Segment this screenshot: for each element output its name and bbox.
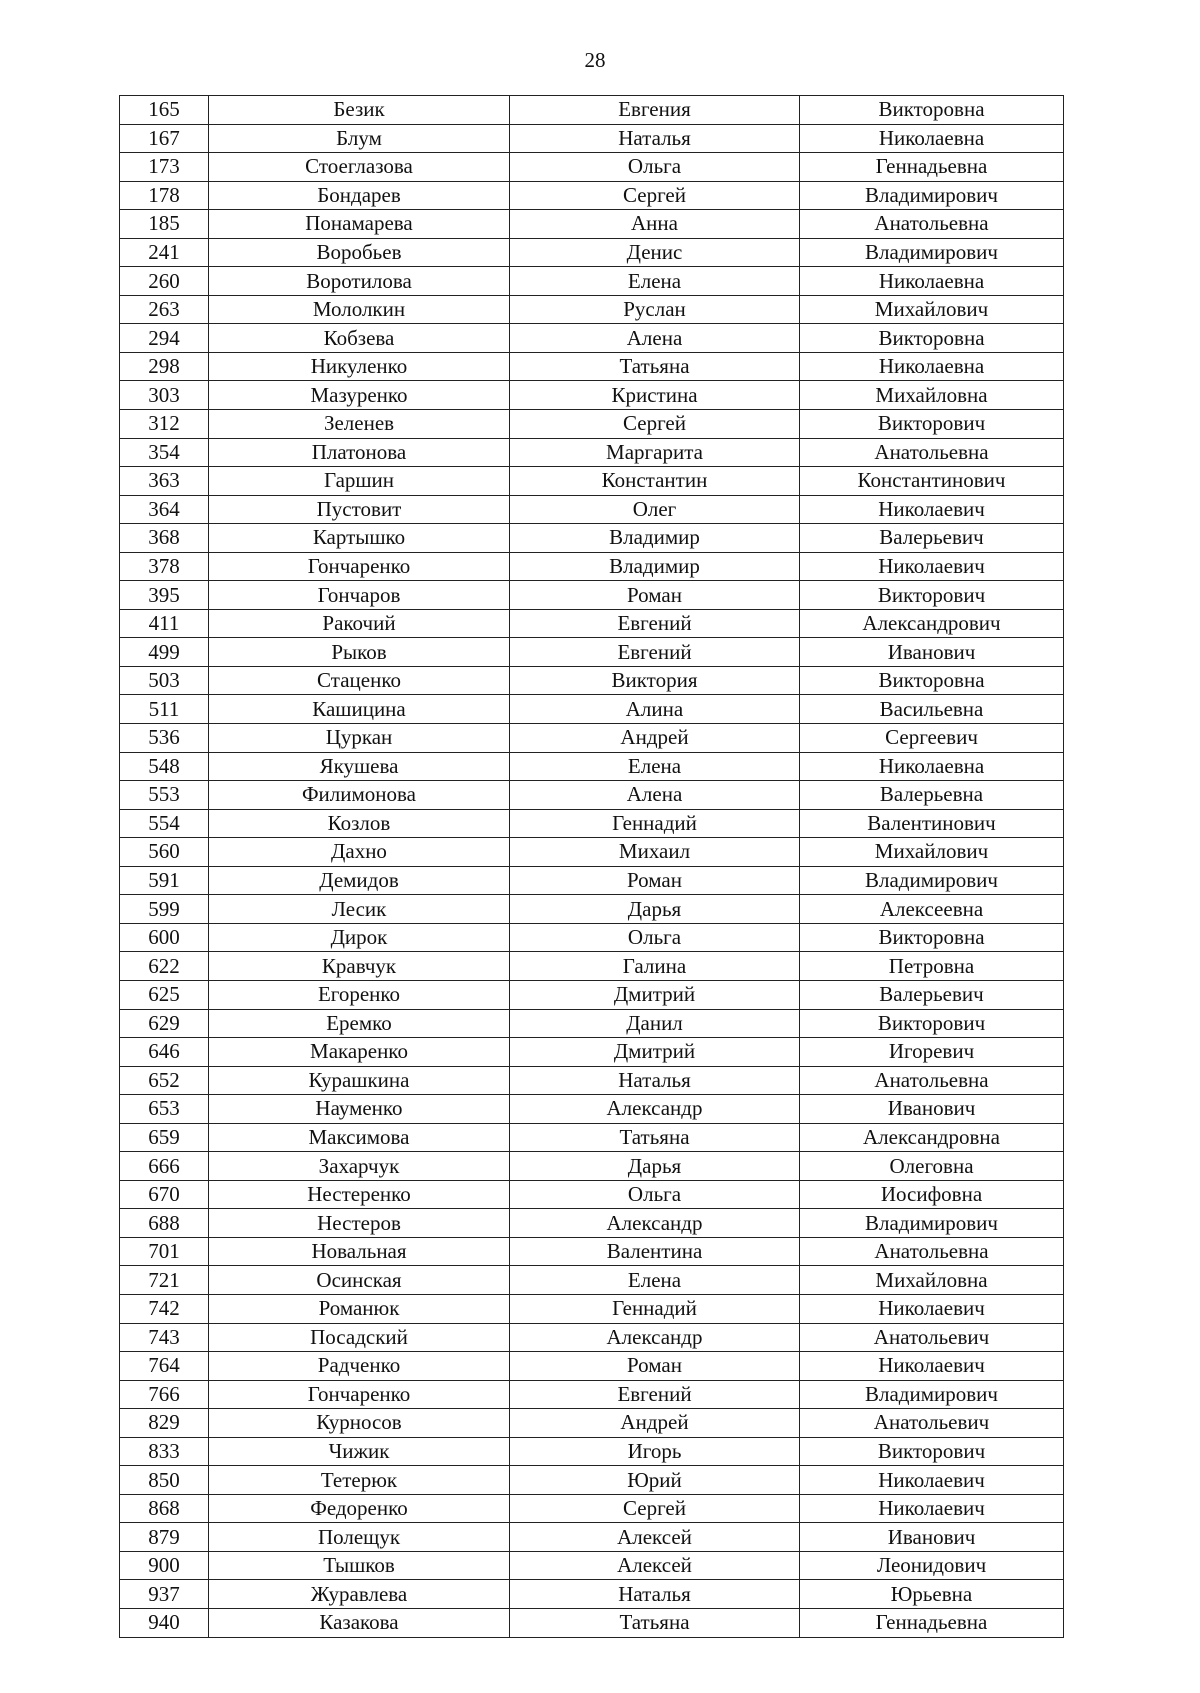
table-row bbox=[120, 124, 1064, 153]
first-name-cell: Татьяна bbox=[510, 1608, 800, 1637]
table-row bbox=[120, 809, 1064, 838]
table-row bbox=[120, 1123, 1064, 1152]
table-row bbox=[120, 552, 1064, 581]
patronymic-cell: Николаевич bbox=[800, 1352, 1064, 1381]
surname-cell: Тышков bbox=[209, 1551, 510, 1580]
row-number-cell: 173 bbox=[120, 153, 209, 182]
surname-cell: Тетерюк bbox=[209, 1466, 510, 1495]
row-number-cell: 548 bbox=[120, 752, 209, 781]
table-row bbox=[120, 1294, 1064, 1323]
table-row bbox=[120, 267, 1064, 296]
row-number-cell: 499 bbox=[120, 638, 209, 667]
patronymic-cell: Николаевич bbox=[800, 1294, 1064, 1323]
surname-cell: Мазуренко bbox=[209, 381, 510, 410]
first-name-cell: Данил bbox=[510, 1009, 800, 1038]
surname-cell: Дирок bbox=[209, 923, 510, 952]
patronymic-cell: Николаевна bbox=[800, 124, 1064, 153]
patronymic-cell: Викторович bbox=[800, 581, 1064, 610]
table-row bbox=[120, 352, 1064, 381]
first-name-cell: Евгений bbox=[510, 1380, 800, 1409]
patronymic-cell: Владимирович bbox=[800, 1209, 1064, 1238]
row-number-cell: 646 bbox=[120, 1038, 209, 1067]
first-name-cell: Кристина bbox=[510, 381, 800, 410]
patronymic-cell: Геннадьевна bbox=[800, 1608, 1064, 1637]
patronymic-cell: Валерьевич bbox=[800, 980, 1064, 1009]
first-name-cell: Роман bbox=[510, 1352, 800, 1381]
row-number-cell: 503 bbox=[120, 666, 209, 695]
surname-cell: Никуленко bbox=[209, 352, 510, 381]
row-number-cell: 536 bbox=[120, 724, 209, 753]
surname-cell: Воротилова bbox=[209, 267, 510, 296]
registry-table-body bbox=[120, 96, 1064, 1638]
first-name-cell: Ольга bbox=[510, 923, 800, 952]
table-row bbox=[120, 1095, 1064, 1124]
surname-cell: Максимова bbox=[209, 1123, 510, 1152]
patronymic-cell: Иванович bbox=[800, 638, 1064, 667]
patronymic-cell: Юрьевна bbox=[800, 1580, 1064, 1609]
first-name-cell: Дмитрий bbox=[510, 980, 800, 1009]
table-row bbox=[120, 467, 1064, 496]
row-number-cell: 688 bbox=[120, 1209, 209, 1238]
table-row bbox=[120, 324, 1064, 353]
surname-cell: Егоренко bbox=[209, 980, 510, 1009]
table-row bbox=[120, 1209, 1064, 1238]
patronymic-cell: Михайловна bbox=[800, 1266, 1064, 1295]
first-name-cell: Юрий bbox=[510, 1466, 800, 1495]
table-row bbox=[120, 952, 1064, 981]
patronymic-cell: Иванович bbox=[800, 1095, 1064, 1124]
table-row bbox=[120, 838, 1064, 867]
patronymic-cell: Геннадьевна bbox=[800, 153, 1064, 182]
row-number-cell: 298 bbox=[120, 352, 209, 381]
patronymic-cell: Леонидович bbox=[800, 1551, 1064, 1580]
row-number-cell: 294 bbox=[120, 324, 209, 353]
row-number-cell: 670 bbox=[120, 1180, 209, 1209]
table-row bbox=[120, 96, 1064, 125]
surname-cell: Платонова bbox=[209, 438, 510, 467]
first-name-cell: Александр bbox=[510, 1323, 800, 1352]
surname-cell: Стаценко bbox=[209, 666, 510, 695]
first-name-cell: Маргарита bbox=[510, 438, 800, 467]
row-number-cell: 666 bbox=[120, 1152, 209, 1181]
surname-cell: Журавлева bbox=[209, 1580, 510, 1609]
row-number-cell: 937 bbox=[120, 1580, 209, 1609]
first-name-cell: Наталья bbox=[510, 1580, 800, 1609]
table-row bbox=[120, 781, 1064, 810]
row-number-cell: 600 bbox=[120, 923, 209, 952]
row-number-cell: 766 bbox=[120, 1380, 209, 1409]
row-number-cell: 591 bbox=[120, 866, 209, 895]
first-name-cell: Сергей bbox=[510, 1494, 800, 1523]
patronymic-cell: Николаевна bbox=[800, 267, 1064, 296]
table-row bbox=[120, 1608, 1064, 1637]
first-name-cell: Галина bbox=[510, 952, 800, 981]
row-number-cell: 879 bbox=[120, 1523, 209, 1552]
surname-cell: Филимонова bbox=[209, 781, 510, 810]
first-name-cell: Евгений bbox=[510, 638, 800, 667]
surname-cell: Макаренко bbox=[209, 1038, 510, 1067]
surname-cell: Бондарев bbox=[209, 181, 510, 210]
surname-cell: Козлов bbox=[209, 809, 510, 838]
surname-cell: Демидов bbox=[209, 866, 510, 895]
table-row bbox=[120, 695, 1064, 724]
table-row bbox=[120, 980, 1064, 1009]
patronymic-cell: Михайлович bbox=[800, 295, 1064, 324]
row-number-cell: 622 bbox=[120, 952, 209, 981]
first-name-cell: Александр bbox=[510, 1209, 800, 1238]
patronymic-cell: Анатольевна bbox=[800, 1066, 1064, 1095]
table-row bbox=[120, 1237, 1064, 1266]
table-row bbox=[120, 381, 1064, 410]
table-row bbox=[120, 1494, 1064, 1523]
row-number-cell: 354 bbox=[120, 438, 209, 467]
patronymic-cell: Игоревич bbox=[800, 1038, 1064, 1067]
row-number-cell: 167 bbox=[120, 124, 209, 153]
table-row bbox=[120, 1551, 1064, 1580]
first-name-cell: Владимир bbox=[510, 524, 800, 553]
surname-cell: Курашкина bbox=[209, 1066, 510, 1095]
first-name-cell: Роман bbox=[510, 581, 800, 610]
first-name-cell: Константин bbox=[510, 467, 800, 496]
first-name-cell: Алексей bbox=[510, 1551, 800, 1580]
first-name-cell: Руслан bbox=[510, 295, 800, 324]
surname-cell: Чижик bbox=[209, 1437, 510, 1466]
row-number-cell: 900 bbox=[120, 1551, 209, 1580]
table-row bbox=[120, 1009, 1064, 1038]
surname-cell: Якушева bbox=[209, 752, 510, 781]
table-row bbox=[120, 438, 1064, 467]
surname-cell: Захарчук bbox=[209, 1152, 510, 1181]
first-name-cell: Владимир bbox=[510, 552, 800, 581]
row-number-cell: 850 bbox=[120, 1466, 209, 1495]
table-row bbox=[120, 295, 1064, 324]
surname-cell: Ракочий bbox=[209, 609, 510, 638]
surname-cell: Безик bbox=[209, 96, 510, 125]
table-row bbox=[120, 1066, 1064, 1095]
row-number-cell: 764 bbox=[120, 1352, 209, 1381]
first-name-cell: Олег bbox=[510, 495, 800, 524]
table-row bbox=[120, 866, 1064, 895]
surname-cell: Гончаренко bbox=[209, 1380, 510, 1409]
row-number-cell: 312 bbox=[120, 410, 209, 439]
first-name-cell: Александр bbox=[510, 1095, 800, 1124]
row-number-cell: 511 bbox=[120, 695, 209, 724]
first-name-cell: Наталья bbox=[510, 1066, 800, 1095]
first-name-cell: Ольга bbox=[510, 153, 800, 182]
patronymic-cell: Васильевна bbox=[800, 695, 1064, 724]
first-name-cell: Валентина bbox=[510, 1237, 800, 1266]
first-name-cell: Дарья bbox=[510, 895, 800, 924]
row-number-cell: 395 bbox=[120, 581, 209, 610]
row-number-cell: 599 bbox=[120, 895, 209, 924]
surname-cell: Кашицина bbox=[209, 695, 510, 724]
surname-cell: Гончаров bbox=[209, 581, 510, 610]
surname-cell: Еремко bbox=[209, 1009, 510, 1038]
patronymic-cell: Николаевна bbox=[800, 752, 1064, 781]
first-name-cell: Анна bbox=[510, 210, 800, 239]
row-number-cell: 625 bbox=[120, 980, 209, 1009]
row-number-cell: 368 bbox=[120, 524, 209, 553]
surname-cell: Романюк bbox=[209, 1294, 510, 1323]
surname-cell: Пустовит bbox=[209, 495, 510, 524]
surname-cell: Гаршин bbox=[209, 467, 510, 496]
patronymic-cell: Николаевич bbox=[800, 1466, 1064, 1495]
surname-cell: Полещук bbox=[209, 1523, 510, 1552]
patronymic-cell: Викторовна bbox=[800, 666, 1064, 695]
table-row bbox=[120, 410, 1064, 439]
table-row bbox=[120, 895, 1064, 924]
first-name-cell: Татьяна bbox=[510, 1123, 800, 1152]
table-row bbox=[120, 1523, 1064, 1552]
first-name-cell: Сергей bbox=[510, 181, 800, 210]
surname-cell: Новальная bbox=[209, 1237, 510, 1266]
first-name-cell: Сергей bbox=[510, 410, 800, 439]
patronymic-cell: Константинович bbox=[800, 467, 1064, 496]
surname-cell: Радченко bbox=[209, 1352, 510, 1381]
first-name-cell: Виктория bbox=[510, 666, 800, 695]
patronymic-cell: Викторовна bbox=[800, 923, 1064, 952]
table-row bbox=[120, 495, 1064, 524]
patronymic-cell: Владимирович bbox=[800, 181, 1064, 210]
registry-table bbox=[119, 95, 1064, 1638]
row-number-cell: 560 bbox=[120, 838, 209, 867]
table-row bbox=[120, 1266, 1064, 1295]
surname-cell: Мололкин bbox=[209, 295, 510, 324]
table-row bbox=[120, 1409, 1064, 1438]
first-name-cell: Татьяна bbox=[510, 352, 800, 381]
first-name-cell: Андрей bbox=[510, 724, 800, 753]
surname-cell: Кравчук bbox=[209, 952, 510, 981]
first-name-cell: Алина bbox=[510, 695, 800, 724]
patronymic-cell: Анатольевна bbox=[800, 438, 1064, 467]
first-name-cell: Игорь bbox=[510, 1437, 800, 1466]
surname-cell: Осинская bbox=[209, 1266, 510, 1295]
row-number-cell: 652 bbox=[120, 1066, 209, 1095]
surname-cell: Блум bbox=[209, 124, 510, 153]
table-row bbox=[120, 1380, 1064, 1409]
first-name-cell: Алексей bbox=[510, 1523, 800, 1552]
surname-cell: Казакова bbox=[209, 1608, 510, 1637]
row-number-cell: 185 bbox=[120, 210, 209, 239]
page-number: 28 bbox=[584, 48, 606, 72]
first-name-cell: Денис bbox=[510, 238, 800, 267]
row-number-cell: 260 bbox=[120, 267, 209, 296]
patronymic-cell: Петровна bbox=[800, 952, 1064, 981]
row-number-cell: 263 bbox=[120, 295, 209, 324]
patronymic-cell: Викторовна bbox=[800, 96, 1064, 125]
surname-cell: Нестеренко bbox=[209, 1180, 510, 1209]
first-name-cell: Дмитрий bbox=[510, 1038, 800, 1067]
surname-cell: Цуркан bbox=[209, 724, 510, 753]
surname-cell: Стоеглазова bbox=[209, 153, 510, 182]
row-number-cell: 701 bbox=[120, 1237, 209, 1266]
surname-cell: Рыков bbox=[209, 638, 510, 667]
patronymic-cell: Алексеевна bbox=[800, 895, 1064, 924]
first-name-cell: Ольга bbox=[510, 1180, 800, 1209]
patronymic-cell: Николаевна bbox=[800, 352, 1064, 381]
table-row bbox=[120, 581, 1064, 610]
table-row bbox=[120, 153, 1064, 182]
patronymic-cell: Анатольевна bbox=[800, 210, 1064, 239]
patronymic-cell: Валентинович bbox=[800, 809, 1064, 838]
table-row bbox=[120, 1152, 1064, 1181]
row-number-cell: 629 bbox=[120, 1009, 209, 1038]
table-row bbox=[120, 238, 1064, 267]
first-name-cell: Андрей bbox=[510, 1409, 800, 1438]
surname-cell: Науменко bbox=[209, 1095, 510, 1124]
surname-cell: Понамарева bbox=[209, 210, 510, 239]
patronymic-cell: Анатольевич bbox=[800, 1323, 1064, 1352]
patronymic-cell: Александрович bbox=[800, 609, 1064, 638]
surname-cell: Курносов bbox=[209, 1409, 510, 1438]
surname-cell: Федоренко bbox=[209, 1494, 510, 1523]
row-number-cell: 303 bbox=[120, 381, 209, 410]
patronymic-cell: Иванович bbox=[800, 1523, 1064, 1552]
row-number-cell: 378 bbox=[120, 552, 209, 581]
table-row bbox=[120, 609, 1064, 638]
patronymic-cell: Анатольевна bbox=[800, 1237, 1064, 1266]
patronymic-cell: Сергеевич bbox=[800, 724, 1064, 753]
surname-cell: Лесик bbox=[209, 895, 510, 924]
patronymic-cell: Николаевич bbox=[800, 1494, 1064, 1523]
row-number-cell: 554 bbox=[120, 809, 209, 838]
row-number-cell: 165 bbox=[120, 96, 209, 125]
patronymic-cell: Викторовна bbox=[800, 324, 1064, 353]
first-name-cell: Алена bbox=[510, 324, 800, 353]
row-number-cell: 940 bbox=[120, 1608, 209, 1637]
table-row bbox=[120, 1038, 1064, 1067]
surname-cell: Дахно bbox=[209, 838, 510, 867]
first-name-cell: Геннадий bbox=[510, 809, 800, 838]
surname-cell: Кобзева bbox=[209, 324, 510, 353]
table-row bbox=[120, 638, 1064, 667]
row-number-cell: 363 bbox=[120, 467, 209, 496]
surname-cell: Гончаренко bbox=[209, 552, 510, 581]
table-row bbox=[120, 752, 1064, 781]
first-name-cell: Евгений bbox=[510, 609, 800, 638]
patronymic-cell: Иосифовна bbox=[800, 1180, 1064, 1209]
row-number-cell: 241 bbox=[120, 238, 209, 267]
surname-cell: Посадский bbox=[209, 1323, 510, 1352]
patronymic-cell: Михайловна bbox=[800, 381, 1064, 410]
patronymic-cell: Викторович bbox=[800, 1437, 1064, 1466]
first-name-cell: Елена bbox=[510, 267, 800, 296]
table-row bbox=[120, 181, 1064, 210]
table-row bbox=[120, 1580, 1064, 1609]
table-row bbox=[120, 923, 1064, 952]
row-number-cell: 868 bbox=[120, 1494, 209, 1523]
table-row bbox=[120, 210, 1064, 239]
row-number-cell: 829 bbox=[120, 1409, 209, 1438]
first-name-cell: Наталья bbox=[510, 124, 800, 153]
table-row bbox=[120, 1180, 1064, 1209]
patronymic-cell: Олеговна bbox=[800, 1152, 1064, 1181]
surname-cell: Нестеров bbox=[209, 1209, 510, 1238]
row-number-cell: 833 bbox=[120, 1437, 209, 1466]
first-name-cell: Елена bbox=[510, 752, 800, 781]
row-number-cell: 742 bbox=[120, 1294, 209, 1323]
patronymic-cell: Николаевич bbox=[800, 552, 1064, 581]
row-number-cell: 411 bbox=[120, 609, 209, 638]
row-number-cell: 178 bbox=[120, 181, 209, 210]
patronymic-cell: Валерьевна bbox=[800, 781, 1064, 810]
patronymic-cell: Николаевич bbox=[800, 495, 1064, 524]
table-row bbox=[120, 1352, 1064, 1381]
patronymic-cell: Владимирович bbox=[800, 1380, 1064, 1409]
first-name-cell: Михаил bbox=[510, 838, 800, 867]
patronymic-cell: Владимирович bbox=[800, 238, 1064, 267]
surname-cell: Воробьев bbox=[209, 238, 510, 267]
row-number-cell: 743 bbox=[120, 1323, 209, 1352]
row-number-cell: 364 bbox=[120, 495, 209, 524]
surname-cell: Картышко bbox=[209, 524, 510, 553]
first-name-cell: Геннадий bbox=[510, 1294, 800, 1323]
patronymic-cell: Владимирович bbox=[800, 866, 1064, 895]
patronymic-cell: Анатольевич bbox=[800, 1409, 1064, 1438]
patronymic-cell: Викторович bbox=[800, 1009, 1064, 1038]
row-number-cell: 659 bbox=[120, 1123, 209, 1152]
patronymic-cell: Викторович bbox=[800, 410, 1064, 439]
row-number-cell: 553 bbox=[120, 781, 209, 810]
first-name-cell: Дарья bbox=[510, 1152, 800, 1181]
table-row bbox=[120, 666, 1064, 695]
row-number-cell: 721 bbox=[120, 1266, 209, 1295]
patronymic-cell: Александровна bbox=[800, 1123, 1064, 1152]
table-row bbox=[120, 1437, 1064, 1466]
first-name-cell: Алена bbox=[510, 781, 800, 810]
table-row bbox=[120, 1466, 1064, 1495]
first-name-cell: Елена bbox=[510, 1266, 800, 1295]
patronymic-cell: Валерьевич bbox=[800, 524, 1064, 553]
surname-cell: Зеленев bbox=[209, 410, 510, 439]
table-row bbox=[120, 1323, 1064, 1352]
table-row bbox=[120, 724, 1064, 753]
first-name-cell: Евгения bbox=[510, 96, 800, 125]
table-row bbox=[120, 524, 1064, 553]
row-number-cell: 653 bbox=[120, 1095, 209, 1124]
patronymic-cell: Михайлович bbox=[800, 838, 1064, 867]
first-name-cell: Роман bbox=[510, 866, 800, 895]
